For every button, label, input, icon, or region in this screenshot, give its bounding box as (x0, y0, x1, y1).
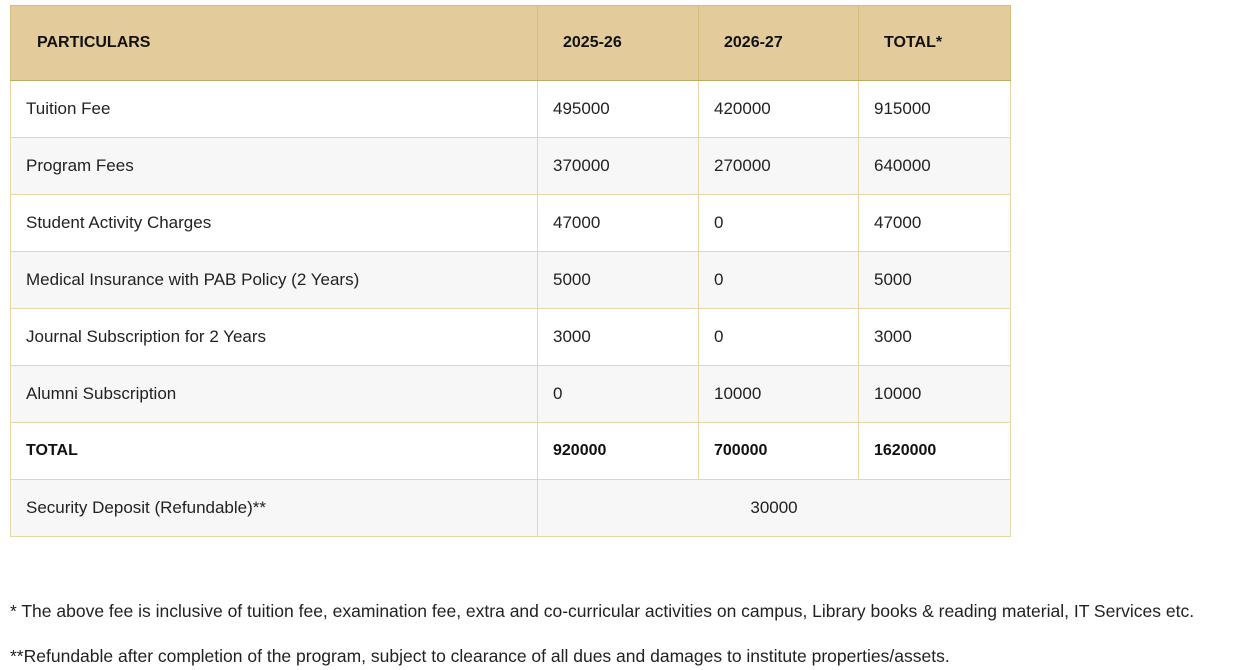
row-total-amount: 5000 (859, 252, 1011, 309)
header-year-2025-26: 2025-26 (538, 6, 699, 81)
fee-structure-table (10, 5, 1011, 537)
row-total-amount: 640000 (859, 138, 1011, 195)
row-year1-amount: 3000 (538, 309, 699, 366)
row-year1-amount: 5000 (538, 252, 699, 309)
table-row (11, 195, 1011, 252)
row-particular: Student Activity Charges (11, 195, 538, 252)
total-label: TOTAL (11, 423, 538, 480)
total-row (11, 423, 1011, 480)
row-total-amount: 915000 (859, 81, 1011, 138)
row-year2-amount: 0 (699, 195, 859, 252)
header-particulars: PARTICULARS (11, 6, 538, 81)
total-year2-amount: 700000 (699, 423, 859, 480)
row-particular: Program Fees (11, 138, 538, 195)
security-deposit-amount: 30000 (538, 480, 1011, 537)
row-year1-amount: 0 (538, 366, 699, 423)
row-year1-amount: 495000 (538, 81, 699, 138)
row-total-amount: 47000 (859, 195, 1011, 252)
row-total-amount: 3000 (859, 309, 1011, 366)
table-row (11, 252, 1011, 309)
row-particular: Tuition Fee (11, 81, 538, 138)
row-year2-amount: 0 (699, 252, 859, 309)
refund-note: **Refundable after completion of the program, subject to clearance of all dues and damages to institute properties/assets. (10, 646, 950, 666)
row-total-amount: 10000 (859, 366, 1011, 423)
table-row (11, 81, 1011, 138)
row-year1-amount: 47000 (538, 195, 699, 252)
fee-inclusion-note: * The above fee is inclusive of tuition fee, examination fee, extra and co-curricular activities on campus, Library books & reading material, IT Services etc. (10, 601, 1195, 621)
row-particular: Medical Insurance with PAB Policy (2 Years) (11, 252, 538, 309)
row-year2-amount: 10000 (699, 366, 859, 423)
row-particular: Journal Subscription for 2 Years (11, 309, 538, 366)
row-year1-amount: 370000 (538, 138, 699, 195)
row-year2-amount: 270000 (699, 138, 859, 195)
table-row (11, 366, 1011, 423)
row-year2-amount: 420000 (699, 81, 859, 138)
grand-total-amount: 1620000 (859, 423, 1011, 480)
security-deposit-row (11, 480, 1011, 537)
row-particular: Alumni Subscription (11, 366, 538, 423)
total-year1-amount: 920000 (538, 423, 699, 480)
table-row (11, 309, 1011, 366)
header-total: TOTAL* (859, 6, 1011, 81)
row-year2-amount: 0 (699, 309, 859, 366)
header-year-2026-27: 2026-27 (699, 6, 859, 81)
security-deposit-label: Security Deposit (Refundable)** (11, 480, 538, 537)
table-row (11, 138, 1011, 195)
table-header-row (11, 6, 1011, 81)
